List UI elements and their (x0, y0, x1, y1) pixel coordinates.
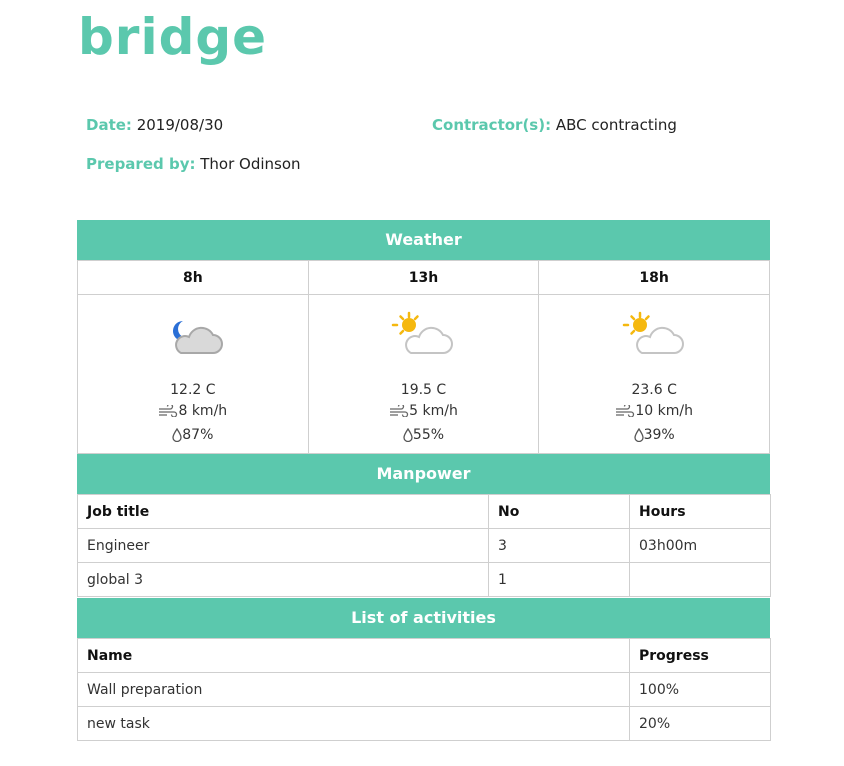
weather-hour-1: 8h (78, 261, 309, 295)
column-header: Job title (78, 495, 489, 529)
humidity-drop-icon (172, 428, 182, 442)
temperature: 19.5 C (400, 382, 447, 398)
wind-value: 8 km/h (178, 403, 228, 419)
table-row (78, 673, 771, 707)
table-cell: 100% (630, 673, 771, 707)
table-row (78, 707, 771, 741)
column-header: Name (78, 639, 630, 673)
table-cell: 20% (630, 707, 771, 741)
column-header: Progress (630, 639, 771, 673)
contractor-field (432, 116, 677, 134)
wind-value: 5 km/h (409, 403, 458, 419)
table-cell: 3 (489, 529, 630, 563)
weather-cell-3 (539, 295, 770, 454)
wind-icon (389, 405, 409, 417)
sun-cloud-icon (622, 311, 686, 359)
manpower-section (77, 454, 770, 597)
table-cell: new task (78, 707, 630, 741)
weather-header: Weather (77, 220, 770, 260)
prepared-by-label: Prepared by: (86, 155, 196, 173)
manpower-header: Manpower (77, 454, 770, 494)
humidity-value: 39% (643, 427, 675, 443)
weather-cell-2 (308, 295, 539, 454)
wind-speed (548, 399, 760, 423)
weather-hour-2: 13h (308, 261, 539, 295)
logo: bridge (78, 8, 268, 66)
prepared-by-field (86, 155, 301, 173)
moon-cloud-icon (161, 311, 225, 359)
humidity (318, 423, 530, 447)
humidity (87, 423, 299, 447)
table-cell (630, 563, 771, 597)
activities-header: List of activities (77, 598, 770, 638)
weather-hour-3: 18h (539, 261, 770, 295)
wind-icon (158, 405, 178, 417)
table-row (78, 563, 771, 597)
temperature: 23.6 C (631, 382, 677, 398)
column-header: No (489, 495, 630, 529)
weather-section (77, 220, 770, 454)
date-label: Date: (86, 116, 132, 134)
table-header-row (78, 639, 771, 673)
table-cell: 03h00m (630, 529, 771, 563)
activities-section (77, 598, 770, 741)
table-cell: 1 (489, 563, 630, 597)
date-field (86, 116, 223, 134)
humidity-value: 55% (412, 427, 445, 443)
table-header-row (78, 495, 771, 529)
humidity-value: 87% (182, 427, 214, 443)
temperature: 12.2 C (170, 382, 216, 398)
date-value: 2019/08/30 (136, 116, 224, 134)
wind-icon (615, 405, 635, 417)
table-row (78, 529, 771, 563)
sun-cloud-icon (391, 311, 455, 359)
weather-table (77, 260, 770, 454)
table-cell: Engineer (78, 529, 489, 563)
wind-speed (318, 399, 530, 423)
column-header: Hours (630, 495, 771, 529)
weather-cell-1 (78, 295, 309, 454)
humidity-drop-icon (634, 428, 644, 442)
contractor-label: Contractor(s): (432, 116, 552, 134)
wind-value: 10 km/h (635, 403, 693, 419)
contractor-value: ABC contracting (555, 116, 677, 134)
humidity (548, 423, 760, 447)
table-cell: global 3 (78, 563, 489, 597)
wind-speed (87, 399, 299, 423)
activities-table (77, 638, 771, 741)
manpower-table (77, 494, 771, 597)
prepared-by-value: Thor Odinson (200, 155, 301, 173)
humidity-drop-icon (403, 428, 413, 442)
table-cell: Wall preparation (78, 673, 630, 707)
